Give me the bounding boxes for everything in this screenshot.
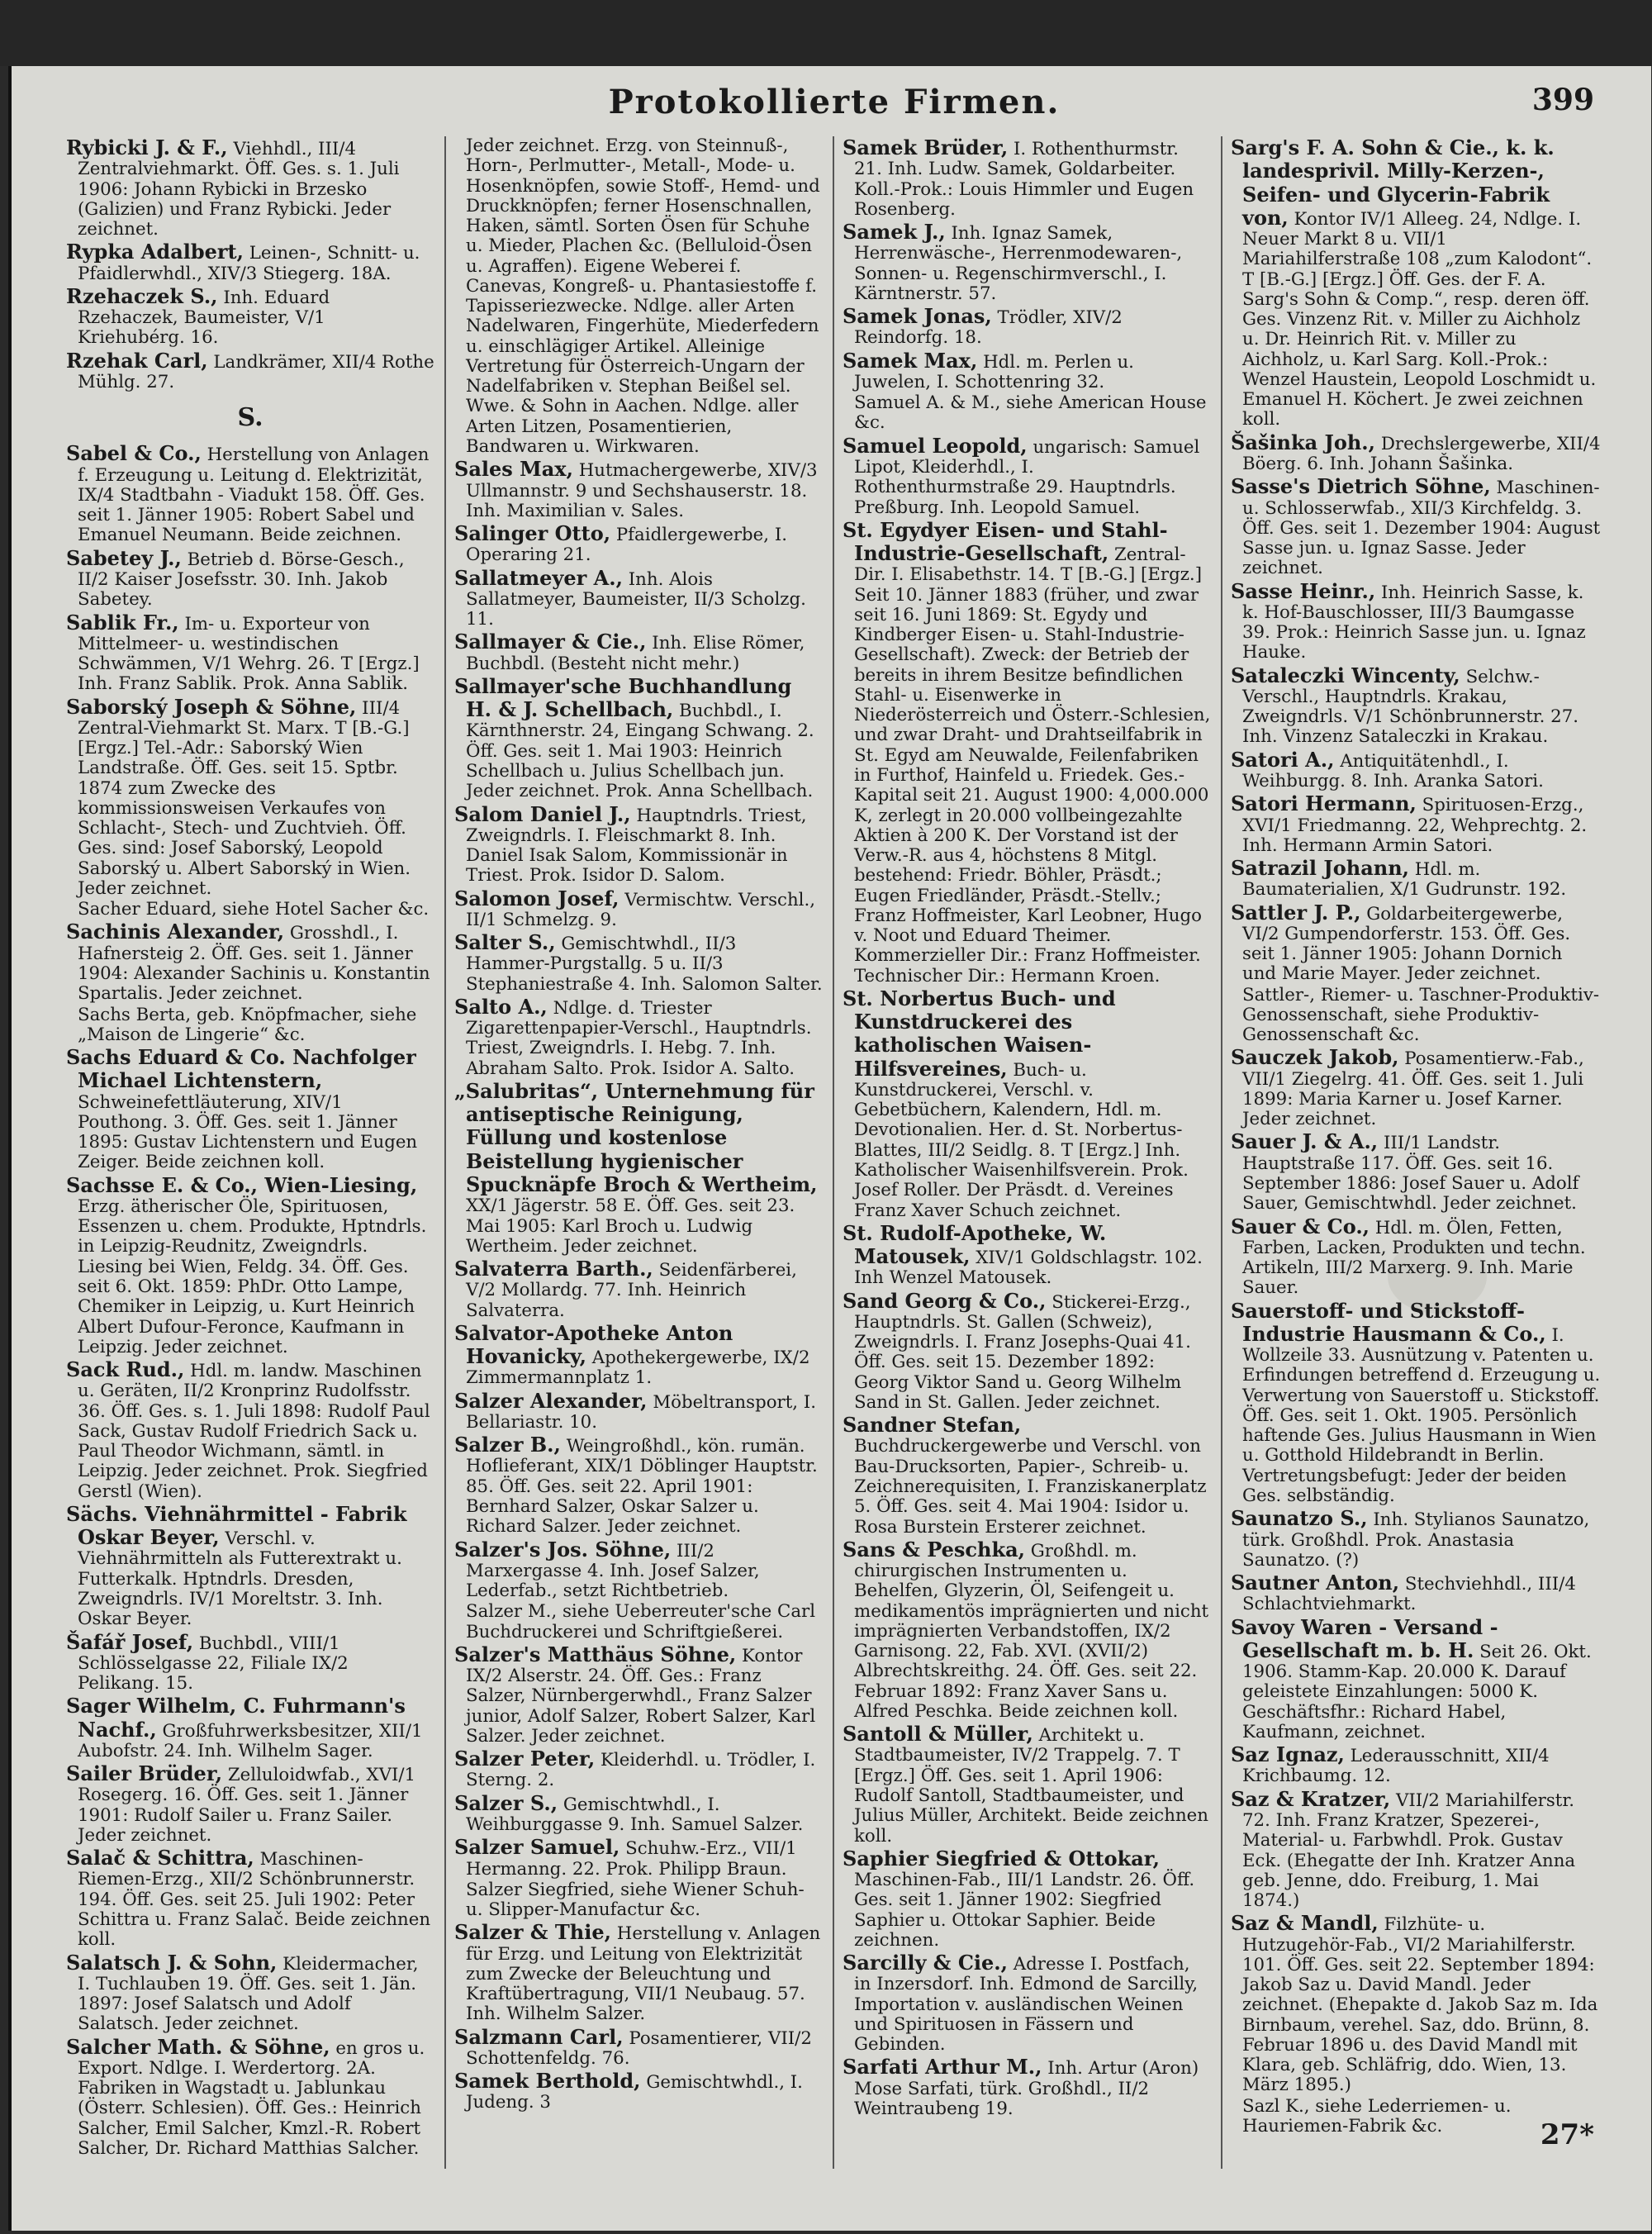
firm-name: Salzer Samuel,	[454, 1835, 620, 1860]
directory-entry	[454, 887, 823, 931]
directory-entry	[843, 1723, 1211, 1847]
directory-entry	[454, 458, 823, 521]
firm-name: Salcher Math. & Söhne,	[66, 2034, 330, 2059]
firm-name: Salzer's Matthäus Söhne,	[454, 1642, 737, 1666]
directory-entry	[1231, 1743, 1601, 1787]
firm-name: Salzmann Carl,	[454, 2024, 624, 2049]
directory-entry	[66, 1695, 434, 1761]
firm-name: Samuel Leopold,	[843, 433, 1028, 458]
directory-entry	[66, 240, 434, 284]
firm-name: Sallatmeyer A.,	[454, 565, 623, 590]
directory-entry	[454, 1257, 823, 1321]
entry-text: Schuhw.-Erz., VII/1 Hermanng. 22. Prok. Philipp Braun.	[466, 1838, 797, 1880]
directory-entry	[66, 1005, 434, 1046]
directory-entry	[843, 349, 1211, 393]
entry-text: III/1 Landstr. Hauptstraße 117. Öff. Ges. seit 16. September 1886: Josef Sauer u. Adolf Sauer, Gemischtwhdl. Jeder zeichnet.	[1242, 1133, 1579, 1214]
directory-entry	[66, 442, 434, 545]
entry-text: Salzer M., siehe Ueberreuter'sche Carl Buchdruckerei und Schriftgießerei.	[466, 1601, 816, 1642]
firm-name: Satrazil Johann,	[1231, 856, 1409, 881]
firm-name: Salatsch J. & Sohn,	[66, 1950, 278, 1975]
directory-entry	[454, 567, 823, 630]
directory-entry	[454, 1390, 823, 1433]
entry-text: Salzer Siegfried, siehe Wiener Schuh- u. Slipper-Manufactur &c.	[466, 1879, 805, 1921]
entry-text: Hauptndrls. Triest, Zweigndrls. I. Fleischmarkt 8. Inh. Daniel Isak Salom, Kommissionär in Triest. Prok. Isidor D. Salom.	[466, 805, 807, 886]
entry-text: Grosshdl., I. Hafnersteig 2. Öff. Ges. seit 1. Jänner 1904: Alexander Sachinis u. Konstantin Spartalis. Jeder zeichnet.	[78, 923, 430, 1005]
entry-text: Hdl. m. landw. Maschinen u. Geräten, II/2 Kronprinz Rudolfsstr. 36. Öff. Ges. s. 1. Juli 1898: Rudolf Paul Sack, Gustav Rudolf Friedrich Sack u. Paul Theodor Wichmann, sämtl. in Leipzig. Jeder zeichnet. Prok. Siegfried Gerstl (Wien).	[78, 1361, 430, 1502]
entry-text: Maschinen-Fab., III/1 Landstr. 26. Öff. Ges. seit 1. Jänner 1902: Siegfried Saphier u. Ottokar Saphier. Beide zeichnen.	[854, 1870, 1195, 1951]
entry-text: Trödler, XIV/2 Reindorfg. 18.	[854, 307, 1123, 349]
entry-text: Weingroßhdl., kön. rumän. Hoflieferant, XIX/1 Döblinger Hauptstr. 85. Öff. Ges. seit 22. April 1901: Bernhard Salzer, Oskar Salzer u. Richard Salzer. Jeder zeichnet.	[466, 1436, 818, 1538]
firm-name: Salzer Peter,	[454, 1747, 596, 1771]
firm-name: Rzehaczek S.,	[66, 283, 218, 308]
entry-text: Zentral-Dir. I. Elisabethstr. 14. T [B.-G.] [Ergz.] Seit 10. Jänner 1883 (früher, und zwar seit 16. Juni 1869: St. Egydy und Kindberger Eisen- u. Stahl-Industrie-Gesellschaft). Zweck: der Betrieb der bereits in ihrem Besitze befindlichen Stahl- u. Eisenwerke in Niederösterreich und Österr.-Schlesien, und zwar Draht- und Drahtseilfabrik in St. Egyd am Neuwalde, Feilenfabriken in Furthof, Hainfeld u. Friedek. Ges.-Kapital seit 21. August 1900: 4,000.000 K, zerlegt in 20.000 vollbeingezahlte Aktien à 200 K. Der Vorstand ist der Verw.-R. aus 4, höchstens 8 Mitgl. bestehend: Friedr. Böhler, Präsdt.; Eugen Friedländer, Präsdt.-Stellv.; Franz Hoffmeister, Karl Leobner, Hugo v. Noot und Eduard Theimer. Kommerzieller Dir.: Franz Hoffmeister. Technischer Dir.: Hermann Kroen.	[854, 544, 1211, 986]
firm-name: Sand Georg & Co.,	[843, 1288, 1047, 1313]
entry-text: Sacher Eduard, siehe Hotel Sacher &c.	[78, 899, 430, 920]
section-letter: S.	[237, 403, 263, 433]
entry-text: Erzg. ätherischer Öle, Spirituosen, Essenzen u. chem. Produkte, Hptndrls. in Leipzig-Reudnitz, Zweigndrls. Liesing bei Wien, Feldg. 34. Öff. Ges. seit 6. Okt. 1859: PhDr. Otto Lampe, Chemiker in Leipzig, u. Kurt Heinrich Albert Dufour-Feronce, Kaufmann in Leipzig. Jeder zeichnet.	[78, 1195, 427, 1357]
firm-name: Sautner Anton,	[1231, 1571, 1400, 1595]
firm-name: Sauer & Co.,	[1231, 1214, 1370, 1238]
entry-text: Großfuhrwerksbesitzer, XII/1 Aubofstr. 24. Inh. Wilhelm Sager.	[78, 1720, 423, 1761]
firm-name: Sauerstoff- und Stickstoff-Industrie Hausmann & Co.,	[1231, 1298, 1546, 1346]
directory-entry	[843, 1538, 1211, 1722]
firm-name: Salomon Josef,	[454, 886, 620, 910]
directory-entry	[454, 931, 823, 995]
entry-text: Inh. Ignaz Samek, Herrenwäsche-, Herrenmodewaren-, Sonnen- u. Regenschirmverschl., I. Kärntnerstr. 57.	[854, 223, 1183, 304]
directory-entry	[66, 285, 434, 349]
firm-name: Sarfati Arthur M.,	[843, 2055, 1042, 2080]
entry-text: en gros u. Export. Ndlge. I. Werdertorg. 2A. Fabriken in Wagstadt u. Jablunkau (Österr. Schlesien). Öff. Ges.: Heinrich Salcher, Emil Salcher, Kmzl.-R. Robert Salcher, Dr. Richard Matthias Salcher.	[78, 2037, 425, 2159]
entry-text: Hutmachergewerbe, XIV/3 Ullmannstr. 9 und Sechshauserstr. 18. Inh. Maximilian v. Sales.	[466, 460, 818, 521]
entry-text: Kleiderhdl. u. Trödler, I. Sterng. 2.	[466, 1750, 816, 1791]
firm-name: Samek Berthold,	[454, 2069, 641, 2094]
entry-text: Seidenfärberei, V/2 Mollardg. 77. Inh. Heinrich Salvaterra.	[466, 1260, 797, 1321]
entry-text: XX/1 Jägerstr. 58 E. Öff. Ges. seit 23. Mai 1905: Karl Broch u. Ludwig Wertheim. Jeder zeichnet.	[466, 1195, 795, 1257]
firm-name: Saz & Mandl,	[1231, 1911, 1379, 1936]
entry-text: Im- u. Exporteur von Mittelmeer- u. westindischen Schwämmen, V/1 Wehrg. 26. T [Ergz.] Inh. Franz Sablik. Prok. Anna Sablik.	[78, 613, 420, 695]
entry-text: Vermischtw. Verschl., II/1 Schmelzg. 9.	[466, 889, 816, 930]
firm-name: Sablik Fr.,	[66, 610, 179, 635]
firm-name: Samek Jonas,	[843, 304, 992, 329]
firm-name: Sarg's F. A. Sohn & Cie., k. k. landesprivil. Milly-Kerzen-, Seifen- und Glycerin-Fabrik von,	[1231, 136, 1555, 230]
entry-text: Antiquitätenhdl., I. Weihburgg. 8. Inh. Aranka Satori.	[1242, 750, 1544, 791]
firm-name: Sasse Heinr.,	[1231, 578, 1376, 603]
entry-text: Inh. Elise Römer, Buchbdl. (Besteht nicht mehr.)	[466, 633, 805, 674]
entry-text: Inh. Artur (Aron) Mose Sarfati, türk. Großhdl., II/2 Weintraubeng 19.	[854, 2058, 1199, 2119]
entry-text: III/4 Zentral-Viehmarkt St. Marx. T [B.-G.] [Ergz.] Tel.-Adr.: Saborský Wien Landstraße. Öff. Ges. seit 15. Sptbr. 1874 zum Zwecke des kommissionsweisen Verkaufes von Schlacht-, Stech- und Zuchtvieh. Öff. Ges. sind: Josef Saborský, Leopold Saborský u. Albert Saborský in Wien. Jeder zeichnet.	[78, 697, 411, 899]
entry-text: III/2 Marxergasse 4. Inh. Josef Salzer, Lederfab., setzt Richtbetrieb.	[466, 1540, 760, 1602]
entry-text: I. Wollzeile 33. Ausnützung v. Patenten u. Erfindungen betreffend d. Erzeugung u. Verwertung von Sauerstoff u. Stickstoff. Öff. Ges. seit 1. Okt. 1905. Persönlich haftende Ges. Julius Hausmann in Wien u. Gotthold Hildebrandt in Berlin. Vertretungsbefugt: Jeder der beiden Ges. selbständig.	[1242, 1324, 1601, 1506]
directory-entry	[454, 1080, 823, 1257]
page-title: Protokollierte Firmen.	[608, 83, 1061, 121]
firm-name: Savoy Waren - Versand - Gesellschaft m. b. H.	[1231, 1614, 1498, 1662]
directory-entry	[66, 611, 434, 695]
entry-text: Posamentierw.-Fab., VII/1 Ziegelrg. 41. Öff. Ges. seit 1. Juli 1899: Maria Karner u. Josef Karner. Jeder zeichnet.	[1242, 1048, 1584, 1130]
directory-entry	[454, 803, 823, 886]
firm-name: St. Norbertus Buch- und Kunstdruckerei des katholischen Waisen-Hilfsvereines,	[843, 986, 1116, 1081]
entry-text: Verschl. v. Viehnährmitteln als Futterextrakt u. Futterkalk. Hptndrls. Dresden, Zweigndrls. IV/1 Moreltstr. 3. Inh. Oskar Beyer.	[78, 1528, 402, 1630]
entry-text: Jeder zeichnet. Erzg. von Steinnuß-, Horn-, Perlmutter-, Metall-, Mode- u. Hosenknöpfen, sowie Stoff-, Hemd- und Druckknöpfen; ferner Hosenschnallen, Haken, sämtl. Sorten Ösen für Schuhe u. Mieder, Plachen &c. (Belluloid-Ösen u. Agraffen). Eigene Weberei f. Canevas, Kongreß- u. Phantasiestoffe f. Tapisseriezwecke. Ndlge. aller Arten Nadelwaren, Fingerhüte, Miederfedern u. einschlägiger Artikel. Alleinige Vertretung für Österreich-Ungarn der Nadelfabriken v. Stephan Beißel sel. Wwe. & Sohn in Aachen. Ndlge. aller Arten Litzen, Posamentierien, Bandwaren u. Wirkwaren.	[466, 136, 820, 457]
directory-entry	[454, 996, 823, 1079]
firm-name: Salzer Alexander,	[454, 1388, 648, 1413]
firm-name: Sarcilly & Cie.,	[843, 1951, 1009, 1975]
scan-border	[0, 0, 1652, 66]
directory-entry	[454, 136, 823, 457]
firm-name: Rybicki J. & F.,	[66, 136, 228, 159]
directory-entry	[843, 1847, 1211, 1951]
firm-name: Sauer J. & A.,	[1231, 1129, 1379, 1154]
entry-text: Inh. Heinrich Sasse, k. k. Hof-Bauschlosser, III/3 Baumgasse 39. Prok.: Heinrich Sasse jun. u. Ignaz Hauke.	[1242, 582, 1586, 663]
directory-entry	[1231, 1912, 1601, 2095]
entry-text: Apothekergewerbe, IX/2 Zimmermannplatz 1.	[466, 1348, 810, 1389]
firm-name: Salom Daniel J.,	[454, 801, 631, 826]
directory-entry	[1231, 1788, 1601, 1912]
firm-name: Sallmayer & Cie.,	[454, 630, 647, 654]
column-1	[58, 136, 446, 2169]
entry-text: Sattler-, Riemer- u. Taschner-Produktiv-Genossenschaft, siehe Produktiv-Genossenschaft &c.	[1242, 984, 1600, 1046]
directory-entry	[1231, 1046, 1601, 1129]
firm-name: Salto A.,	[454, 994, 548, 1019]
entry-text: Spirituosen-Erzg., XVI/1 Friedmanng. 22, Wehprechtg. 2. Inh. Hermann Armin Satori.	[1242, 795, 1588, 856]
directory-entry	[1231, 1300, 1601, 1507]
firm-name: Salvaterra Barth.,	[454, 1257, 653, 1281]
firm-name: Sager Wilhelm, C. Fuhrmann's Nachf.,	[66, 1694, 406, 1742]
firm-name: Salzer's Jos. Söhne,	[454, 1537, 672, 1561]
entry-text: Schweinefettläuterung, XIV/1 Pouthong. 3. Öff. Ges. seit 1. Jänner 1895: Gustav Lichtenstern und Eugen Zeiger. Beide zeichnen koll.	[78, 1091, 418, 1173]
entry-text: Filzhüte- u. Hutzugehör-Fab., VI/2 Mariahilferstr. 101. Öff. Ges. seit 22. September 1894: Jakob Saz u. David Mandl. Jeder zeichnet. (Ehepakte d. Jakob Saz m. Ida Birnbaum, verehel. Saz, ddo. Brünn, 8. Februar 1896 u. des David Mandl mit Klara, geb. Schläfrig, ddo. Wien, 13. März 1895.)	[1242, 1914, 1598, 2096]
entry-text: Maschinen-Riemen-Erzg., XII/2 Schönbrunnerstr. 194. Öff. Ges. seit 25. Juli 1902: Peter Schittra u. Franz Salač. Beide zeichnen koll.	[78, 1849, 431, 1951]
column-4	[1222, 136, 1611, 2169]
firm-name: Sächs. Viehnährmittel - Fabrik Oskar Beyer,	[66, 1501, 407, 1550]
firm-name: Santoll & Müller,	[843, 1722, 1033, 1747]
directory-entry	[66, 696, 434, 900]
directory-entry	[1231, 1507, 1601, 1571]
directory-entry	[1231, 857, 1601, 901]
firm-name: Rypka Adalbert,	[66, 240, 244, 264]
directory-entry	[843, 136, 1211, 220]
firm-name: „Salubritas“, Unternehmung für antiseptische Reinigung, Füllung und kostenlose Beistellung hygienischer Spucknäpfe Broch & Wertheim,	[454, 1078, 818, 1197]
entry-text: Buchdruckergewerbe und Verschl. von Bau-Drucksorten, Papier-, Schreib- u. Zeichnerequisiten, I. Franziskanerplatz 5. Öff. Ges. seit 4. Mai 1904: Isidor u. Rosa Burstein Ersterer zeichnet.	[854, 1436, 1207, 1538]
directory-entry	[1231, 901, 1601, 985]
entry-text: Lederausschnitt, XII/4 Krichbaumg. 12.	[1242, 1746, 1550, 1787]
directory-entry	[66, 1358, 434, 1502]
directory-entry	[454, 2026, 823, 2070]
directory-entry	[454, 1836, 823, 1880]
entry-text: Sazl K., siehe Lederriemen- u. Hauriemen-Fabrik &c.	[1242, 2095, 1512, 2137]
firm-name: St. Rudolf-Apotheke, W. Matousek,	[843, 1220, 1107, 1269]
entry-text: Pfaidlergewerbe, I. Operaring 21.	[466, 525, 787, 566]
directory-entry	[843, 435, 1211, 518]
firm-name: Sack Rud.,	[66, 1357, 185, 1382]
directory-entry	[66, 1762, 434, 1846]
entry-text: Goldarbeitergewerbe, VI/2 Gumpendorferstr. 153. Öff. Ges. seit 1. Jänner 1905: Johann Dornich und Marie Mayer. Jeder zeichnet.	[1242, 903, 1571, 985]
entry-text: Kleidermacher, I. Tuchlauben 19. Öff. Ges. seit 1. Jän. 1897: Josef Salatsch und Adolf Salatsch. Jeder zeichnet.	[78, 1953, 419, 2035]
directory-entry	[454, 2070, 823, 2113]
firm-name: Salzer S.,	[454, 1790, 558, 1815]
directory-entry	[66, 1046, 434, 1173]
directory-entry	[66, 2036, 434, 2160]
firm-name: Satori Hermann,	[1231, 791, 1417, 816]
firm-name: Sans & Peschka,	[843, 1537, 1026, 1561]
firm-name: Sabetey J.,	[66, 545, 182, 570]
entry-text: Seit 26. Okt. 1906. Stamm-Kap. 20.000 K. Darauf geleistete Einzahlungen: 5000 K. Geschäftsfhr.: Richard Habel, Kaufmann, zeichnet.	[1242, 1641, 1592, 1742]
firm-name: Saz Ignaz,	[1231, 1742, 1345, 1767]
directory-entry	[1231, 986, 1601, 1046]
entry-text: Hdl. m. Perlen u. Juwelen, I. Schottenring 32.	[854, 351, 1134, 392]
firm-name: Sachsse E. & Co., Wien-Liesing,	[66, 1172, 418, 1197]
firm-name: Salzer B.,	[454, 1433, 561, 1457]
entry-text: I. Rothenthurmstr. 21. Inh. Ludw. Samek, Goldarbeiter. Koll.-Prok.: Louis Himmler und Eugen Rosenberg.	[854, 139, 1194, 220]
firm-name: Saphier Siegfried & Ottokar,	[843, 1846, 1161, 1870]
firm-name: Salinger Otto,	[454, 521, 611, 546]
firm-name: Šafář Josef,	[66, 1629, 194, 1654]
firm-name: Sattler J. P.,	[1231, 900, 1361, 924]
entry-text: Stickerei-Erzg., Hauptndrls. St. Gallen (Schweiz), Zweigndrls. I. Franz Josephs-Quai 41. Öff. Ges. seit 15. Dezember 1892: Georg Viktor Sand u. Georg Wilhelm Sand in St. Gallen. Jeder zeichnet.	[854, 1291, 1191, 1413]
entry-text: Kontor IV/1 Alleeg. 24, Ndlge. I. Neuer Markt 8 u. VII/1 Mariahilferstraße 108 „zum Kalodont“. T [B.-G.] [Ergz.] Öff. Ges. der F. A. Sarg's Sohn & Comp.“, resp. deren öff. Ges. Vinzenz Rit. v. Miller zu Aichholz u. Dr. Heinrich Rit. v. Miller zu Aichholz, u. Karl Sarg. Koll.-Prok.: Wenzel Haustein, Leopold Loschmidt u. Emanuel H. Köchert. Je zwei zeichnen koll.	[1242, 208, 1597, 430]
directory-entry	[1231, 136, 1601, 430]
directory-entry	[1231, 749, 1601, 792]
directory-entry	[454, 522, 823, 566]
directory-entry	[66, 1174, 434, 1357]
firm-name: Samek Brüder,	[843, 136, 1009, 159]
directory-entry	[454, 1322, 823, 1389]
directory-entry	[454, 1792, 823, 1836]
firm-name: Sailer Brüder,	[66, 1761, 223, 1786]
entry-text: Landkrämer, XII/4 Rothe Mühlg. 27.	[78, 351, 434, 392]
entry-text: Gemischtwhdl., I. Judeng. 3	[466, 2072, 803, 2113]
entry-text: Samuel A. & M., siehe American House &c.	[854, 392, 1207, 434]
directory-entry	[454, 1747, 823, 1791]
entry-text: Stechviehhdl., III/4 Schlachtviehmarkt.	[1242, 1574, 1576, 1615]
column-2	[446, 136, 834, 2169]
entry-text: Möbeltransport, I. Bellariastr. 10.	[466, 1391, 816, 1433]
entry-text: Kontor IX/2 Alserstr. 24. Öff. Ges.: Franz Salzer, Nürnbergerwhdl., Franz Salzer junior, Adolf Salzer, Robert Salzer, Karl Salzer. Jeder zeichnet.	[466, 1645, 816, 1747]
directory-entry	[843, 2056, 1211, 2119]
firm-name: Rzehak Carl,	[66, 348, 208, 373]
directory-entry	[454, 630, 823, 674]
entry-text: Buchbdl., I. Kärnthnerstr. 24, Eingang Schwang. 2. Öff. Ges. seit 1. Mai 1903: Heinrich Schellbach u. Julius Schellbach jun. Jeder zeichnet. Prok. Anna Schellbach.	[466, 701, 814, 802]
signature-mark: 27*	[1540, 2118, 1594, 2151]
entry-text: Posamentierer, VII/2 Schottenfeldg. 76.	[466, 2027, 812, 2069]
firm-name: St. Egydyer Eisen- und Stahl-Industrie-Gesellschaft,	[843, 517, 1168, 566]
firm-name: Saborský Joseph & Söhne,	[66, 694, 357, 719]
firm-name: Sabel & Co.,	[66, 441, 202, 466]
directory-entry	[66, 547, 434, 611]
directory-entry	[1231, 1215, 1601, 1299]
firm-name: Saz & Kratzer,	[1231, 1786, 1391, 1811]
entry-text: VII/2 Mariahilferstr. 72. Inh. Franz Kratzer, Spezerei-, Material- u. Farbwhdl. Prok. Gustav Eck. (Ehegatte der Inh. Kratzer Anna geb. Jenne, ddo. Freiburg, 1. Mai 1874.)	[1242, 1790, 1576, 1912]
firm-name: Salzer & Thie,	[454, 1920, 611, 1945]
entry-text: Zelluloidwfab., XVI/1 Rosegerg. 16. Öff. Ges. seit 1. Jänner 1901: Rudolf Sailer u. Franz Sailer. Jeder zeichnet.	[78, 1765, 416, 1846]
entry-text: Buchbdl., VIII/1 Schlösselgasse 22, Filiale IX/2 Pelikang. 15.	[78, 1633, 349, 1695]
firm-name: Samek J.,	[843, 220, 946, 245]
entry-text: Adresse I. Postfach, in Inzersdorf. Inh. Edmond de Sarcilly, Importation v. ausländischen Weinen und Spirituosen in Fässern und Gebinden.	[854, 1954, 1199, 2056]
page-header	[58, 83, 1611, 132]
entry-text: Architekt u. Stadtbaumeister, IV/2 Trappelg. 7. T [Ergz.] Öff. Ges. seit 1. April 1906: Rudolf Santoll, Stadtbaumeister, und Julius Müller, Architekt. Beide zeichnen koll.	[854, 1725, 1208, 1847]
directory-entry	[454, 1921, 823, 2024]
directory-entry	[454, 1538, 823, 1602]
entry-text: Buch- u. Kunstdruckerei, Verschl. v. Gebetbüchern, Kalendern, Hdl. m. Devotionalien. Her. d. St. Norbertus-Blattes, III/2 Seidlg. 8. T [Ergz.] Inh. Katholischer Waisenhilfsverein. Prok. Josef Roller. Der Präsdt. d. Vereines Franz Xaver Schuch zeichnet.	[854, 1059, 1189, 1221]
directory-entry	[843, 1290, 1211, 1414]
entry-text: Gemischtwhdl., I. Weihburggasse 9. Inh. Samuel Salzer.	[466, 1794, 804, 1835]
firm-name: Sallmayer'sche Buchhandlung H. & J. Schellbach,	[454, 673, 792, 722]
directory-entry	[843, 305, 1211, 349]
firm-name: Sataleczki Wincenty,	[1231, 663, 1460, 687]
directory-entry	[66, 349, 434, 393]
entry-text: Betrieb d. Börse-Gesch., II/2 Kaiser Josefsstr. 30. Inh. Jakob Sabetey.	[78, 549, 405, 611]
entry-text: Großhdl. m. chirurgischen Instrumenten u. Behelfen, Glyzerin, Öl, Seifengeit u. medikamentös imprägnierten und nicht imprägnierten Verbandstoffen, IX/2 Garnisong. 22, Fab. XVI. (XVII/2) Albrechtskreithg. 24. Öff. Ges. seit 22. Februar 1892: Franz Xaver Sans u. Alfred Peschka. Beide zeichnen koll.	[854, 1540, 1209, 1722]
firm-name: Sachinis Alexander,	[66, 920, 285, 944]
entry-text: Leinen-, Schnitt- u. Pfaidlerwhdl., XIV/3 Stiegerg. 18A.	[78, 243, 420, 284]
firm-name: Sachs Eduard & Co. Nachfolger Michael Lichtenstern,	[66, 1045, 416, 1093]
directory-entry	[454, 675, 823, 802]
entry-text: Sachs Berta, geb. Knöpfmacher, siehe „Maison de Lingerie“ &c.	[78, 1004, 417, 1045]
entry-text: ungarisch: Samuel Lipot, Kleiderhdl., I. Rothenthurmstraße 29. Hauptndrls. Preßburg. Inh. Leopold Samuel.	[854, 436, 1200, 518]
entry-text: Drechslergewerbe, XII/4 Böerg. 6. Inh. Johann Šašinka.	[1242, 433, 1601, 474]
entry-text: Gemischtwhdl., II/3 Hammer-Purgstallg. 5 u. II/3 Stephaniestraße 4. Inh. Salomon Salter.	[466, 934, 823, 995]
firm-name: Satori A.,	[1231, 747, 1335, 772]
entry-text: Inh. Alois Sallatmeyer, Baumeister, II/3 Scholzg. 11.	[466, 568, 806, 630]
column-3	[834, 136, 1222, 2169]
firm-name: Sandner Stefan,	[843, 1413, 1022, 1438]
directory-entry	[454, 1602, 823, 1642]
entry-text: Viehhdl., III/4 Zentralviehmarkt. Öff. Ges. s. 1. Juli 1906: Johann Rybicki in Brzesko (Galizien) und Franz Rybicki. Jeder zeichnet.	[78, 139, 400, 240]
directory-entry	[843, 1222, 1211, 1289]
directory-entry	[1231, 580, 1601, 663]
directory-entry	[843, 393, 1211, 434]
directory-entry	[66, 136, 434, 240]
directory-columns	[58, 136, 1611, 2169]
directory-entry	[66, 920, 434, 1004]
directory-entry	[843, 221, 1211, 304]
directory-entry	[66, 1847, 434, 1950]
firm-name: Salter S.,	[454, 930, 556, 955]
directory-entry	[454, 1880, 823, 1921]
directory-entry	[843, 519, 1211, 986]
entry-text: Herstellung von Anlagen f. Erzeugung u. Leitung d. Elektrizität, IX/4 Stadtbahn - Viadukt 158. Öff. Ges. seit 1. Jänner 1905: Robert Sabel und Emanuel Neumann. Beide zeichnen.	[78, 444, 430, 546]
firm-name: Šašinka Joh.,	[1231, 430, 1376, 454]
entry-text: Maschinen- u. Schlosserwfab., XII/3 Kirchfeldg. 3. Öff. Ges. seit 1. Dezember 1904: August Sasse jun. u. Ignaz Sasse. Jeder zeichnet.	[1242, 478, 1601, 579]
firm-name: Salvator-Apotheke Anton Hovanicky,	[454, 1320, 733, 1369]
directory-entry	[66, 1503, 434, 1630]
directory-entry	[1231, 664, 1601, 748]
firm-name: Sauczek Jakob,	[1231, 1045, 1399, 1070]
firm-name: Samek Max,	[843, 348, 978, 373]
firm-name: Sales Max,	[454, 457, 573, 482]
firm-name: Saunatzo S.,	[1231, 1506, 1368, 1531]
directory-entry	[1231, 1571, 1601, 1615]
directory-entry	[66, 1951, 434, 2035]
directory-entry	[1231, 475, 1601, 578]
directory-entry	[454, 1643, 823, 1747]
page-number: 399	[1531, 83, 1594, 117]
directory-entry	[66, 900, 434, 920]
entry-text: Hdl. m. Ölen, Fetten, Farben, Lacken, Produkten und techn. Artikeln, III/2 Marxerg. 9. Inh. Marie Sauer.	[1242, 1217, 1586, 1299]
firm-name: Salač & Schittra,	[66, 1846, 254, 1870]
entry-text: XIV/1 Goldschlagstr. 102. Inh Wenzel Matousek.	[854, 1248, 1203, 1289]
entry-text: Inh. Eduard Rzehaczek, Baumeister, V/1 Kriehubérg. 16.	[78, 287, 330, 349]
directory-entry	[1231, 1130, 1601, 1214]
entry-text: Ndlge. d. Triester Zigarettenpapier-Verschl., Hauptndrls. Triest, Zweigndrls. I. Hebg. 7. Inh. Abraham Salto. Prok. Isidor A. Salto.	[466, 997, 812, 1079]
directory-entry	[66, 1631, 434, 1695]
directory-entry	[454, 1433, 823, 1537]
directory-entry	[1231, 1616, 1601, 1743]
entry-text: Hdl. m. Baumaterialien, X/1 Gudrunstr. 192.	[1242, 859, 1567, 901]
entry-text: Herstellung v. Anlagen für Erzg. und Leitung von Elektrizität zum Zwecke der Beleuchtung und Kraftübertragung, VII/1 Neubaug. 57. Inh. Wilhelm Salzer.	[466, 1923, 821, 2025]
directory-entry	[843, 987, 1211, 1221]
entry-text: Selchw.-Verschl., Hauptndrls. Krakau, Zweigndrls. V/1 Schönbrunnerstr. 27. Inh. Vinzenz Sataleczki in Krakau.	[1242, 666, 1579, 748]
directory-entry	[1231, 792, 1601, 856]
directory-entry	[843, 1414, 1211, 1538]
entry-text: Inh. Stylianos Saunatzo, türk. Großhdl. Prok. Anastasia Saunatzo. (?)	[1242, 1509, 1590, 1571]
directory-entry	[1231, 431, 1601, 475]
firm-name: Sasse's Dietrich Söhne,	[1231, 474, 1491, 499]
directory-entry	[843, 1951, 1211, 2055]
